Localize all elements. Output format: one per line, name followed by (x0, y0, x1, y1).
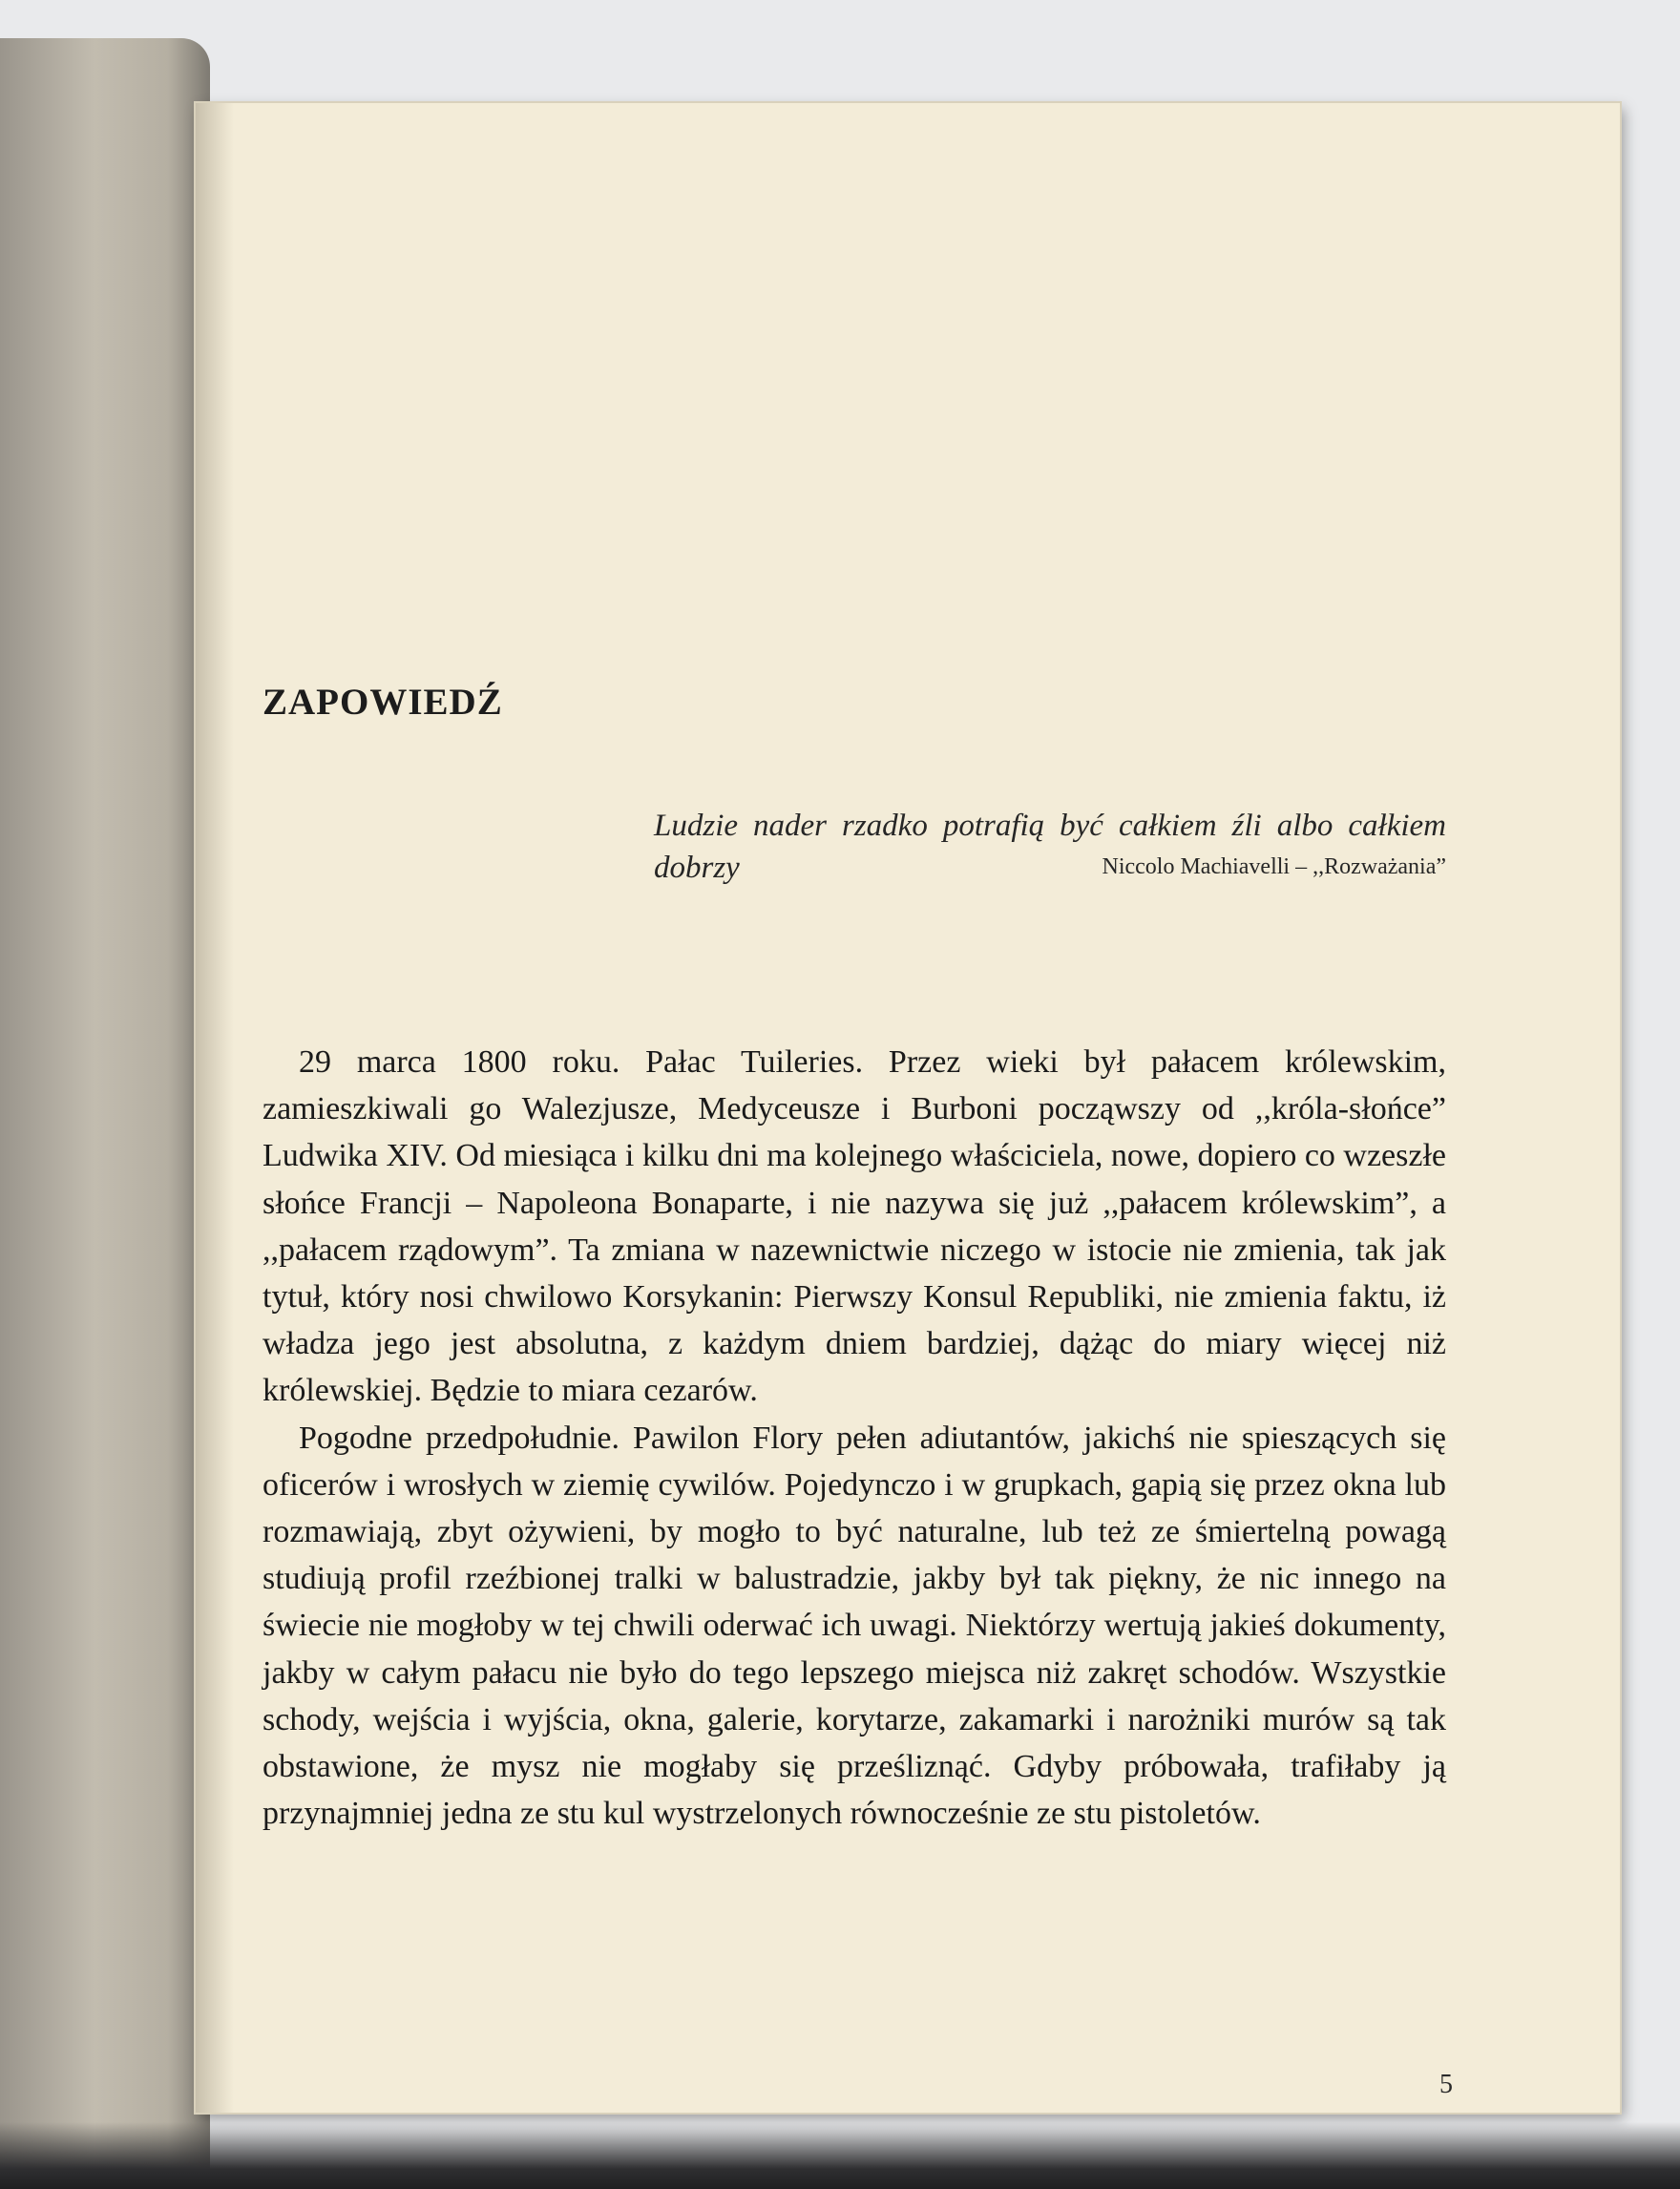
epigraph-source: Niccolo Machiavelli – ,,Rozważania” (1102, 854, 1446, 879)
paragraph: Pogodne przedpołudnie. Pawilon Flory pełen adiutantów, jakichś nie spieszących się oficerów i wrosłych w ziemię cywilów. Pojedynczo i w grupkach, gapią się przez okna lub rozmawiają, zbyt ożywieni, by mogło to być naturalne, lub też ze śmiertelną powagą studiują profil rzeźbionej tralki w balustradzie, jakby był tak piękny, że nic innego na świecie nie mogłoby w tej chwili oderwać ich uwagi. Niektórzy wertują jakieś dokumenty, jakby w całym pałacu nie było do tego lepszego miejsca niż zakręt schodów. Wszystkie schody, wejścia i wyjścia, okna, galerie, korytarze, zakamarki i narożniki murów są tak obstawione, że mysz nie mogłaby się prześliznąć. Gdyby próbowała, trafiłaby ją przynajmniej jedna ze stu kul wystrzelonych równocześnie ze stu pistoletów. (262, 1420, 1446, 1832)
page-number: 5 (1439, 2070, 1453, 2099)
book-page (196, 103, 1620, 2113)
epigraph (654, 805, 1446, 889)
paragraph: 29 marca 1800 roku. Pałac Tuileries. Przez wieki był pałacem królewskim, zamieszkiwali go Walezjusze, Medyceusze i Burboni począwszy od ,,króla-słońce” Ludwika XIV. Od miesiąca i kilku dni ma kolejnego właściciela, nowe, dopiero co wzeszłe słońce Francji – Napoleona Bonaparte, i nie nazywa się już ,,pałacem królewskim”, a ,,pałacem rządowym”. Ta zmiana w nazewnictwie niczego w istocie nie zmienia, tak jak tytuł, który nosi chwilowo Korsykanin: Pierwszy Konsul Republiki, nie zmienia faktu, iż władza jego jest absolutna, z każdym dniem bardziej, dążąc do miary więcej niż królewskiej. Będzie to miara cezarów. (262, 1044, 1447, 1409)
facing-page-edge (0, 38, 210, 2189)
table-shadow (0, 2122, 1680, 2189)
chapter-title: ZAPOWIEDŹ (262, 682, 503, 723)
body-text (262, 1039, 1446, 1837)
page-gutter-shadow (196, 103, 234, 2113)
epigraph-quote: Ludzie nader rzadko potrafią być całkiem źli albo całkiem dobrzy (654, 809, 1446, 885)
